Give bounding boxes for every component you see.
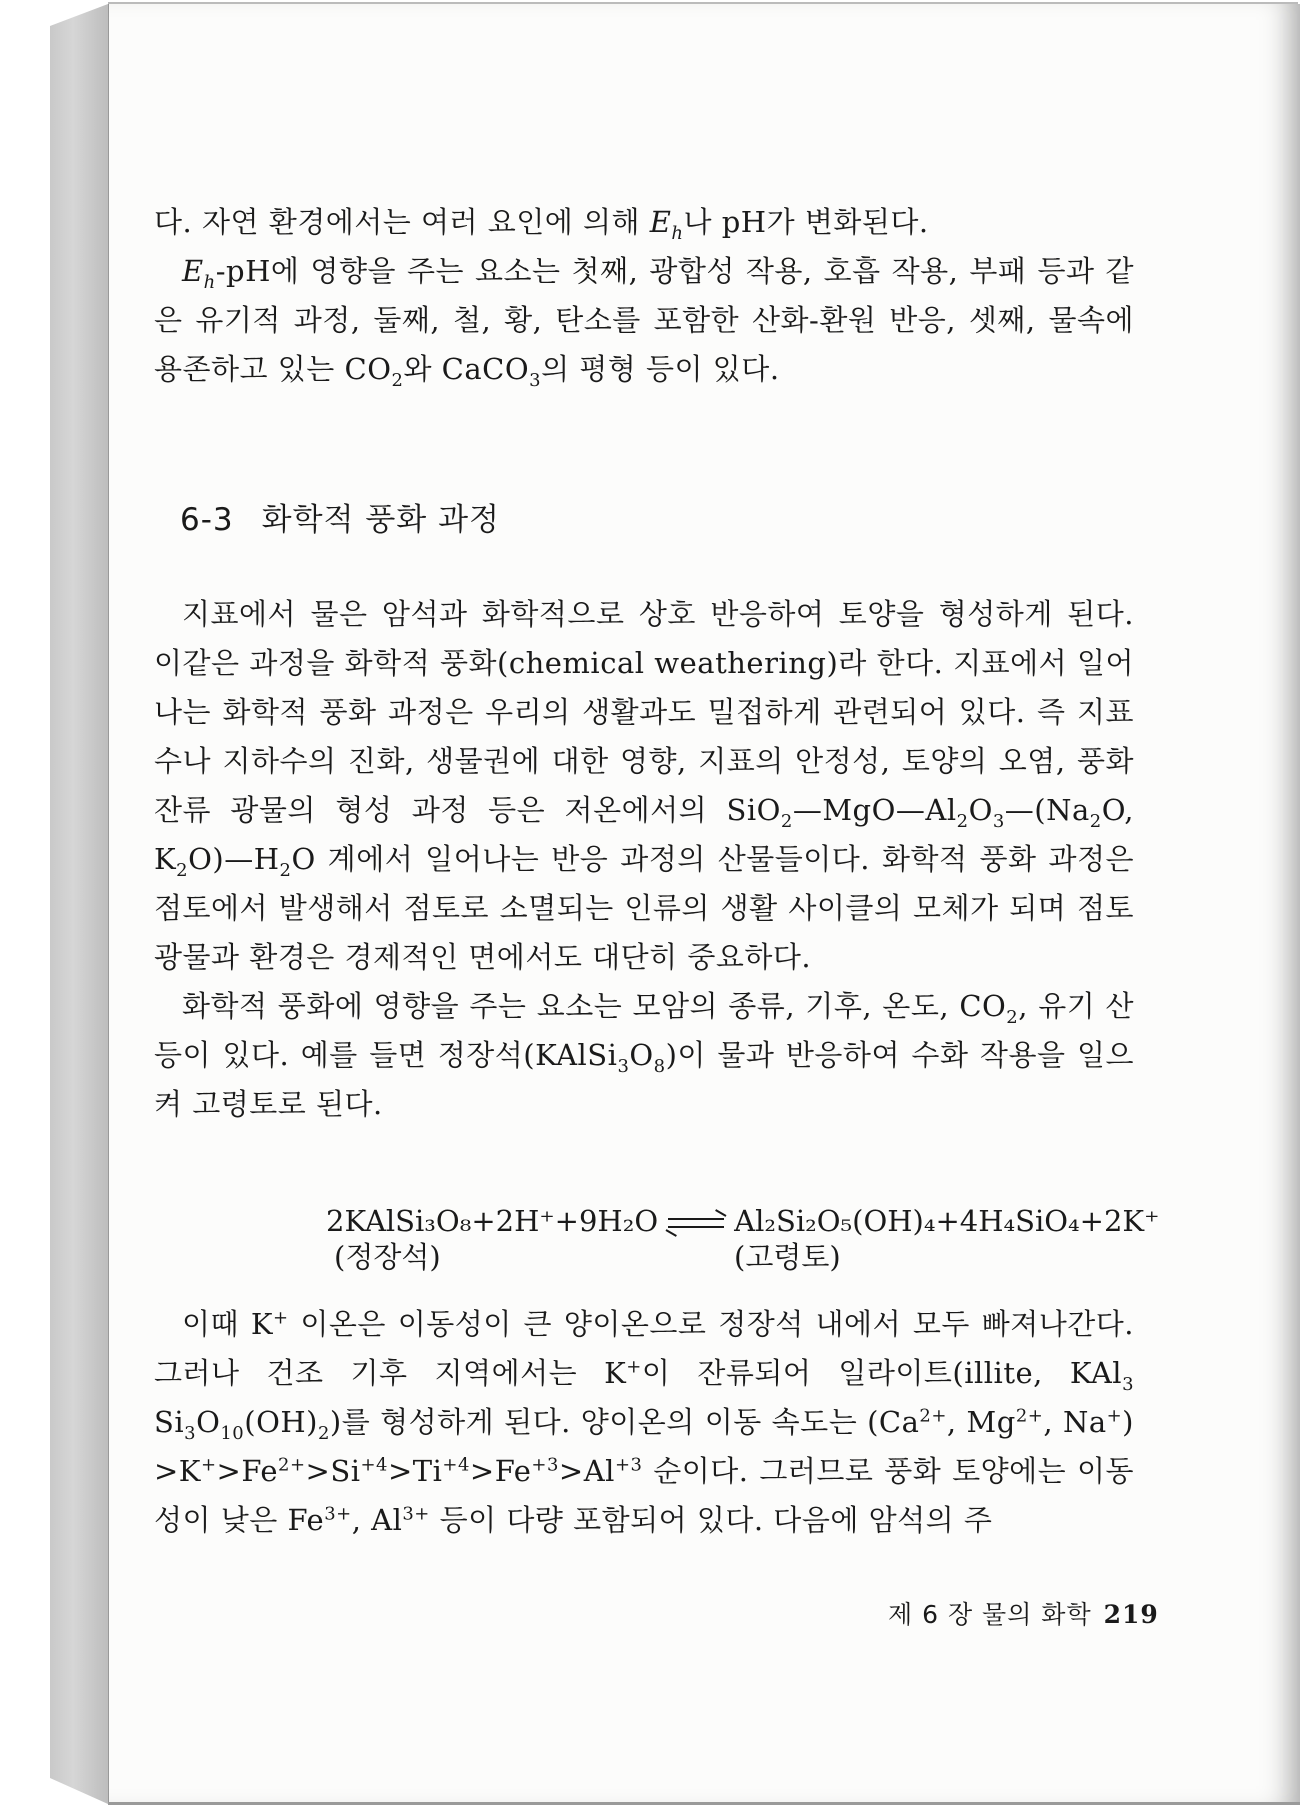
- paragraph-1: 지표에서 물은 암석과 화학적으로 상호 반응하여 토양을 형성하게 된다. 이같은 과정을 화학적 풍화(chemical weathering)라 한다. 지표에서 일어나는 화학적 풍화 과정은 우리의 생활과도 밀접하게 관련되어 있다. 즉 지표수나 지하수의 진화, 생물권에 대한 영향, 지표의 안정성, 토양의 오염, 풍화 잔류 광물의 형성 과정 등은 저온에서의 $SiO_2—MgO—Al_2O_3—(Na_2O$, $K_2O)—H_2O$ 계에서 일어나는 반응 과정의 산물들이다. 화학적 풍화 과정은 점토에서 발생해서 점토로 소멸되는 인류의 생활 사이클의 모체가 되며 점토 광물과 환경은 경제적인 면에서도 대단히 중요하다.: [154, 597, 1134, 974]
- main-text-block: [154, 590, 1134, 1129]
- equation-lhs: 2KAlSi₃O₈+2H⁺+9H₂O: [326, 1204, 659, 1238]
- closing-text-block: [154, 1300, 1134, 1545]
- section-heading: [180, 494, 500, 539]
- intro-line: 다. 자연 환경에서는 여러 요인에 의해 $E_h$나 pH가 변화된다.: [154, 205, 929, 244]
- paragraph-3: 이때 K+ 이온은 이동성이 큰 양이온으로 정장석 내에서 모두 빠져나간다. 그러나 건조 기후 지역에서는 K+이 잔류되어 일라이트(illite, KAl$_3$ $Si_3O_{10}(OH)_2$)를 형성하게 된다. 양이온의 이동 속도는 ($Ca^{2+}$, $Mg^{2+}$, $Na^+) >K^+>Fe^{2+}>Si^{+4}>Ti^{+4}>Fe^{+3}>Al^{+3}$ 순이다. 그러므로 풍화 토양에는 이동성이 낮은 $Fe^{3+}$, $Al^{3+}$ 등이 다량 포함되어 있다. 다음에 암석의 주: [154, 1307, 1134, 1537]
- intro-paragraph: $E_h-pH$에 영향을 주는 요소는 첫째, 광합성 작용, 호흡 작용, 부패 등과 같은 유기적 과정, 둘째, 철, 황, 탄소를 포함한 산화-환원 반응, 셋째, 물속에 용존하고 있는 $CO_2$와 CaCO$_3$의 평형 등이 있다.: [154, 254, 1134, 391]
- label-orthoclase: (정장석): [334, 1240, 441, 1274]
- equilibrium-arrow-icon: [668, 1214, 724, 1232]
- section-number: 6-3: [180, 502, 234, 538]
- label-kaolinite: (고령토): [734, 1240, 841, 1274]
- chapter-title: 제 6 장 물의 화학: [888, 1600, 1092, 1629]
- chemical-equation: [326, 1203, 1160, 1275]
- intro-text-block: [154, 198, 1134, 394]
- paragraph-2: 화학적 풍화에 영향을 주는 요소는 모암의 종류, 기후, 온도, $CO_2$, 유기 산 등이 있다. 예를 들면 정장석$(KAlSi_3O_8)$이 물과 반응하여 수화 작용을 일으켜 고령토로 된다.: [154, 989, 1134, 1121]
- page-footer: [888, 1595, 1159, 1631]
- page-number: 219: [1103, 1600, 1159, 1629]
- equation-line: [326, 1203, 1160, 1239]
- book-spine-edge: [50, 4, 108, 1804]
- equation-rhs: Al₂Si₂O₅(OH)₄+4H₄SiO₄+2K⁺: [734, 1204, 1160, 1238]
- section-title: 화학적 풍화 과정: [261, 502, 500, 538]
